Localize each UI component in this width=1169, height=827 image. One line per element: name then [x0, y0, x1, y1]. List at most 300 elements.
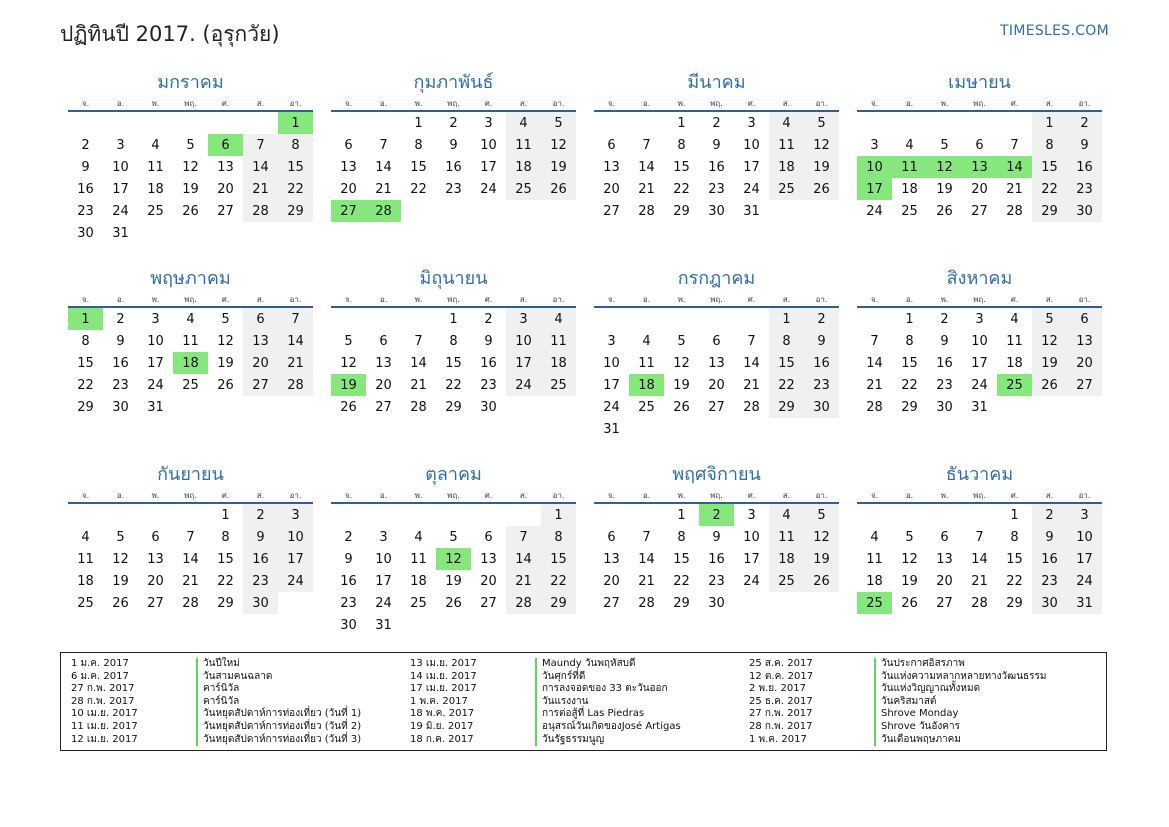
day-cell: 7 — [747, 333, 756, 349]
holiday-date: 28 ก.พ. 2017 — [749, 720, 813, 732]
holiday-date: 17 เม.ย. 2017 — [410, 683, 477, 695]
empty-cell — [857, 503, 892, 526]
day-cell: 29 — [217, 595, 234, 611]
weekend-day: 10 — [278, 526, 313, 548]
weekend-day: 7 — [506, 526, 541, 548]
day-cell: 21 — [743, 377, 760, 393]
day-cell: 11 — [1006, 333, 1023, 349]
month-table — [331, 292, 576, 418]
day-cell: 12 — [112, 551, 129, 567]
empty-cell — [506, 200, 541, 222]
weekday-header: อ. — [629, 96, 664, 111]
weekend-day: 15 — [1032, 156, 1067, 178]
day-cell: 10 — [971, 333, 988, 349]
month-name: กุมภาพันธ์ — [413, 72, 494, 93]
empty-cell — [629, 111, 664, 134]
day-cell: 23 — [77, 203, 94, 219]
day-cell: 9 — [449, 137, 458, 153]
day-cell: 5 — [449, 529, 458, 545]
day-cell: 4 — [151, 137, 160, 153]
day-cell: 19 — [936, 181, 953, 197]
holiday-name: วันแห่งวิญญาณทั้งหมด — [874, 683, 980, 696]
day-cell: 12 — [182, 159, 199, 175]
empty-cell — [138, 222, 173, 244]
day-cell: 23 — [480, 377, 497, 393]
day-cell: 4 — [870, 529, 879, 545]
day-cell: 5 — [116, 529, 125, 545]
day-cell: 27 — [217, 203, 234, 219]
holiday-day: 27 — [331, 200, 366, 222]
month-name: ตุลาคม — [425, 464, 482, 485]
day-cell: 24 — [480, 181, 497, 197]
day-cell: 7 — [414, 333, 423, 349]
day-cell: 19 — [673, 377, 690, 393]
weekend-day: 29 — [278, 200, 313, 222]
day-cell: 31 — [375, 617, 392, 633]
weekend-day: 30 — [1067, 200, 1102, 222]
holiday-date: 25 ธ.ค. 2017 — [749, 695, 813, 707]
weekday-header: อ. — [892, 488, 927, 503]
holiday-name: วันสามคนฉลาด — [196, 671, 272, 684]
weekend-day: 18 — [506, 156, 541, 178]
day-cell: 23 — [445, 181, 462, 197]
holiday-day: 6 — [208, 134, 243, 156]
weekend-day: 5 — [804, 111, 839, 134]
weekend-day: 8 — [769, 330, 804, 352]
day-cell: 1 — [905, 311, 914, 327]
day-cell: 8 — [677, 137, 686, 153]
weekday-header: พ. — [664, 292, 699, 307]
month-name: กรกฎาคม — [677, 268, 756, 289]
weekday-header: พฤ. — [436, 292, 471, 307]
empty-cell — [68, 111, 103, 134]
month-name: เมษายน — [948, 72, 1011, 93]
legend-row — [739, 696, 1108, 709]
weekday-header: ส. — [506, 292, 541, 307]
day-cell: 23 — [112, 377, 129, 393]
day-cell: 10 — [480, 137, 497, 153]
weekday-header: ศ. — [208, 96, 243, 111]
legend-row — [61, 734, 400, 747]
day-cell: 23 — [340, 595, 357, 611]
empty-cell — [962, 503, 997, 526]
weekday-header: ส. — [506, 96, 541, 111]
day-cell: 11 — [182, 333, 199, 349]
weekend-day: 16 — [243, 548, 278, 570]
weekday-header: จ. — [594, 488, 629, 503]
holiday-name: วันหยุดสัปดาห์การท่องเที่ยว (วันที่ 2) — [196, 721, 361, 734]
day-cell: 27 — [708, 399, 725, 415]
day-cell: 9 — [940, 333, 949, 349]
day-cell: 11 — [410, 551, 427, 567]
day-cell: 27 — [603, 203, 620, 219]
day-cell: 30 — [708, 595, 725, 611]
day-cell: 24 — [603, 399, 620, 415]
day-cell: 6 — [607, 137, 616, 153]
day-cell: 22 — [673, 573, 690, 589]
day-cell: 6 — [607, 529, 616, 545]
empty-cell — [769, 592, 804, 614]
day-cell: 29 — [77, 399, 94, 415]
day-cell: 14 — [182, 551, 199, 567]
weekend-day: 19 — [804, 548, 839, 570]
weekend-day: 17 — [1067, 548, 1102, 570]
day-cell: 15 — [445, 355, 462, 371]
day-cell: 3 — [607, 333, 616, 349]
weekday-header: ส. — [243, 292, 278, 307]
holiday-name: คาร์นิวัล — [196, 696, 239, 709]
day-cell: 22 — [410, 181, 427, 197]
month-calendar — [331, 462, 576, 658]
day-cell: 25 — [77, 595, 94, 611]
holiday-date: 10 เม.ย. 2017 — [71, 708, 138, 720]
day-cell: 10 — [375, 551, 392, 567]
legend-row — [400, 658, 739, 671]
day-cell: 24 — [743, 573, 760, 589]
day-cell: 26 — [901, 595, 918, 611]
empty-cell — [962, 111, 997, 134]
day-cell: 11 — [866, 551, 883, 567]
day-cell: 16 — [445, 159, 462, 175]
day-cell: 30 — [936, 399, 953, 415]
month-calendar — [331, 266, 576, 462]
day-cell: 16 — [480, 355, 497, 371]
empty-cell — [804, 200, 839, 222]
empty-cell — [173, 503, 208, 526]
day-cell: 29 — [673, 595, 690, 611]
empty-cell — [208, 396, 243, 418]
day-cell: 19 — [182, 181, 199, 197]
legend-row — [400, 671, 739, 684]
day-cell: 20 — [708, 377, 725, 393]
weekend-day: 6 — [1067, 307, 1102, 330]
day-cell: 14 — [410, 355, 427, 371]
weekday-header: ส. — [1032, 292, 1067, 307]
legend-row — [61, 671, 400, 684]
day-cell: 7 — [642, 137, 651, 153]
weekday-header: จ. — [331, 96, 366, 111]
weekend-day: 9 — [243, 526, 278, 548]
day-cell: 22 — [217, 573, 234, 589]
year-calendar-grid — [68, 70, 1102, 658]
month-name: มกราคม — [157, 72, 224, 93]
day-cell: 25 — [147, 203, 164, 219]
weekend-day: 1 — [769, 307, 804, 330]
weekend-day: 13 — [1067, 330, 1102, 352]
weekday-header: อา. — [541, 292, 576, 307]
weekend-day: 19 — [541, 156, 576, 178]
day-cell: 1 — [221, 507, 230, 523]
empty-cell — [541, 614, 576, 636]
day-cell: 20 — [340, 181, 357, 197]
weekend-day: 2 — [1067, 111, 1102, 134]
day-cell: 13 — [936, 551, 953, 567]
day-cell: 21 — [410, 377, 427, 393]
weekend-day: 27 — [243, 374, 278, 396]
month-calendar — [857, 462, 1102, 658]
weekend-day: 25 — [541, 374, 576, 396]
brand-link[interactable]: TIMESLES.COM — [1000, 23, 1109, 39]
day-cell: 20 — [936, 573, 953, 589]
day-cell: 5 — [905, 529, 914, 545]
day-cell: 16 — [708, 159, 725, 175]
day-cell: 15 — [901, 355, 918, 371]
weekend-day: 22 — [769, 374, 804, 396]
holiday-name: Shrove วันอังคาร — [874, 721, 960, 734]
day-cell: 2 — [940, 311, 949, 327]
weekend-day: 8 — [278, 134, 313, 156]
legend-row — [400, 708, 739, 721]
month-table — [857, 292, 1102, 418]
day-cell: 7 — [1010, 137, 1019, 153]
holiday-name: Maundy วันพฤหัสบดี — [535, 658, 636, 671]
empty-cell — [629, 307, 664, 330]
month-calendar — [594, 266, 839, 462]
weekend-day: 20 — [1067, 352, 1102, 374]
weekend-day: 3 — [1067, 503, 1102, 526]
holiday-name: วันศุกร์ที่ดี — [535, 671, 585, 684]
day-cell: 8 — [677, 529, 686, 545]
day-cell: 2 — [712, 115, 721, 131]
day-cell: 6 — [940, 529, 949, 545]
weekday-header: อ. — [892, 292, 927, 307]
weekday-header: พ. — [138, 488, 173, 503]
weekday-header: ส. — [769, 292, 804, 307]
day-cell: 24 — [866, 203, 883, 219]
weekend-day: 26 — [804, 178, 839, 200]
weekday-header: อ. — [366, 488, 401, 503]
day-cell: 6 — [712, 333, 721, 349]
empty-cell — [699, 307, 734, 330]
weekend-day: 21 — [506, 570, 541, 592]
legend-column — [400, 653, 739, 750]
day-cell: 21 — [375, 181, 392, 197]
day-cell: 5 — [677, 333, 686, 349]
weekday-header: ส. — [506, 488, 541, 503]
day-cell: 1 — [1010, 507, 1019, 523]
weekend-day: 7 — [278, 307, 313, 330]
holiday-name: การต่อสู้ที่ Las Piedras — [535, 708, 644, 721]
empty-cell — [734, 418, 769, 440]
month-calendar — [68, 70, 313, 266]
weekend-day: 30 — [1032, 592, 1067, 614]
weekend-day: 25 — [769, 178, 804, 200]
weekday-header: อา. — [804, 292, 839, 307]
empty-cell — [804, 418, 839, 440]
day-cell: 9 — [344, 551, 353, 567]
day-cell: 11 — [147, 159, 164, 175]
empty-cell — [278, 396, 313, 418]
day-cell: 25 — [638, 399, 655, 415]
day-cell: 6 — [975, 137, 984, 153]
weekday-header: จ. — [331, 488, 366, 503]
month-name: พฤษภาคม — [150, 268, 231, 289]
weekday-header: อ. — [366, 292, 401, 307]
day-cell: 28 — [743, 399, 760, 415]
holiday-day: 19 — [331, 374, 366, 396]
empty-cell — [401, 614, 436, 636]
empty-cell — [997, 396, 1032, 418]
weekday-header: ส. — [769, 488, 804, 503]
legend-row — [400, 721, 739, 734]
day-cell: 27 — [375, 399, 392, 415]
day-cell: 30 — [77, 225, 94, 241]
weekday-header: อ. — [629, 292, 664, 307]
day-cell: 31 — [112, 225, 129, 241]
weekday-header: อา. — [541, 488, 576, 503]
holiday-date: 11 เม.ย. 2017 — [71, 720, 138, 732]
empty-cell — [401, 503, 436, 526]
weekend-day: 19 — [1032, 352, 1067, 374]
holiday-date: 13 เม.ย. 2017 — [410, 658, 477, 669]
holiday-name: วันคริสมาสต์ — [874, 696, 936, 709]
weekend-day: 24 — [278, 570, 313, 592]
empty-cell — [769, 418, 804, 440]
weekend-day: 26 — [804, 570, 839, 592]
weekday-header: ศ. — [471, 488, 506, 503]
day-cell: 14 — [638, 159, 655, 175]
day-cell: 12 — [901, 551, 918, 567]
weekday-header: พ. — [927, 488, 962, 503]
month-table — [68, 292, 313, 418]
day-cell: 21 — [971, 573, 988, 589]
weekend-day: 16 — [1067, 156, 1102, 178]
day-cell: 20 — [480, 573, 497, 589]
day-cell: 31 — [603, 421, 620, 437]
day-cell: 16 — [708, 551, 725, 567]
day-cell: 26 — [936, 203, 953, 219]
weekday-header: พ. — [927, 292, 962, 307]
weekday-header: พ. — [401, 488, 436, 503]
empty-cell — [892, 111, 927, 134]
day-cell: 22 — [445, 377, 462, 393]
day-cell: 16 — [340, 573, 357, 589]
day-cell: 5 — [344, 333, 353, 349]
weekday-header: พฤ. — [699, 292, 734, 307]
weekday-header: ศ. — [997, 488, 1032, 503]
weekend-day: 26 — [1032, 374, 1067, 396]
day-cell: 7 — [186, 529, 195, 545]
month-table — [68, 96, 313, 244]
day-cell: 3 — [747, 115, 756, 131]
day-cell: 26 — [112, 595, 129, 611]
day-cell: 27 — [480, 595, 497, 611]
weekday-header: จ. — [68, 292, 103, 307]
weekend-day: 11 — [769, 526, 804, 548]
day-cell: 1 — [677, 115, 686, 131]
holiday-name: วันหยุดสัปดาห์การท่องเที่ยว (วันที่ 3) — [196, 734, 361, 747]
holiday-day: 14 — [997, 156, 1032, 178]
empty-cell — [857, 307, 892, 330]
weekend-day: 24 — [1067, 570, 1102, 592]
day-cell: 13 — [603, 551, 620, 567]
empty-cell — [366, 503, 401, 526]
day-cell: 15 — [217, 551, 234, 567]
day-cell: 27 — [147, 595, 164, 611]
day-cell: 28 — [410, 399, 427, 415]
empty-cell — [173, 222, 208, 244]
day-cell: 15 — [673, 159, 690, 175]
weekend-day: 18 — [769, 548, 804, 570]
weekday-header: อา. — [1067, 96, 1102, 111]
day-cell: 9 — [81, 159, 90, 175]
weekday-header: จ. — [594, 292, 629, 307]
weekend-day: 2 — [243, 503, 278, 526]
legend-row — [400, 683, 739, 696]
weekday-header: อ. — [103, 488, 138, 503]
empty-cell — [997, 111, 1032, 134]
legend-row — [400, 696, 739, 709]
empty-cell — [471, 503, 506, 526]
holiday-day: 25 — [857, 592, 892, 614]
weekend-day: 25 — [506, 178, 541, 200]
empty-cell — [208, 222, 243, 244]
month-name: มิถุนายน — [419, 268, 488, 289]
day-cell: 20 — [217, 181, 234, 197]
holiday-name: วันรัฐธรรมนูญ — [535, 734, 604, 747]
day-cell: 30 — [708, 203, 725, 219]
weekday-header: พ. — [401, 292, 436, 307]
day-cell: 13 — [340, 159, 357, 175]
empty-cell — [857, 111, 892, 134]
weekend-day: 10 — [506, 330, 541, 352]
weekend-day: 11 — [506, 134, 541, 156]
weekday-header: พ. — [927, 96, 962, 111]
day-cell: 31 — [971, 399, 988, 415]
weekend-day: 30 — [804, 396, 839, 418]
day-cell: 22 — [901, 377, 918, 393]
empty-cell — [471, 200, 506, 222]
day-cell: 19 — [112, 573, 129, 589]
day-cell: 2 — [484, 311, 493, 327]
legend-row — [61, 683, 400, 696]
weekend-day: 14 — [506, 548, 541, 570]
weekday-header: พฤ. — [699, 488, 734, 503]
day-cell: 17 — [743, 551, 760, 567]
weekday-header: ส. — [1032, 96, 1067, 111]
holiday-name: วันเดือนพฤษภาคม — [874, 734, 961, 747]
day-cell: 8 — [1010, 529, 1019, 545]
day-cell: 21 — [1006, 181, 1023, 197]
empty-cell — [208, 111, 243, 134]
holiday-day: 18 — [173, 352, 208, 374]
holiday-date: 1 พ.ค. 2017 — [410, 695, 468, 707]
weekday-header: อา. — [541, 96, 576, 111]
weekend-day: 9 — [804, 330, 839, 352]
empty-cell — [927, 111, 962, 134]
day-cell: 3 — [379, 529, 388, 545]
month-calendar — [68, 462, 313, 658]
day-cell: 16 — [112, 355, 129, 371]
day-cell: 22 — [673, 181, 690, 197]
holiday-name: คาร์นิวัล — [196, 683, 239, 696]
holiday-legend — [60, 652, 1107, 751]
weekday-header: ส. — [243, 488, 278, 503]
month-calendar — [594, 462, 839, 658]
weekday-header: อ. — [103, 292, 138, 307]
day-cell: 7 — [870, 333, 879, 349]
day-cell: 21 — [182, 573, 199, 589]
weekend-day: 26 — [541, 178, 576, 200]
weekend-day: 21 — [278, 352, 313, 374]
empty-cell — [629, 418, 664, 440]
weekend-day: 24 — [506, 374, 541, 396]
weekend-day: 17 — [506, 352, 541, 374]
legend-row — [61, 658, 400, 671]
day-cell: 23 — [936, 377, 953, 393]
day-cell: 30 — [480, 399, 497, 415]
day-cell: 21 — [638, 573, 655, 589]
